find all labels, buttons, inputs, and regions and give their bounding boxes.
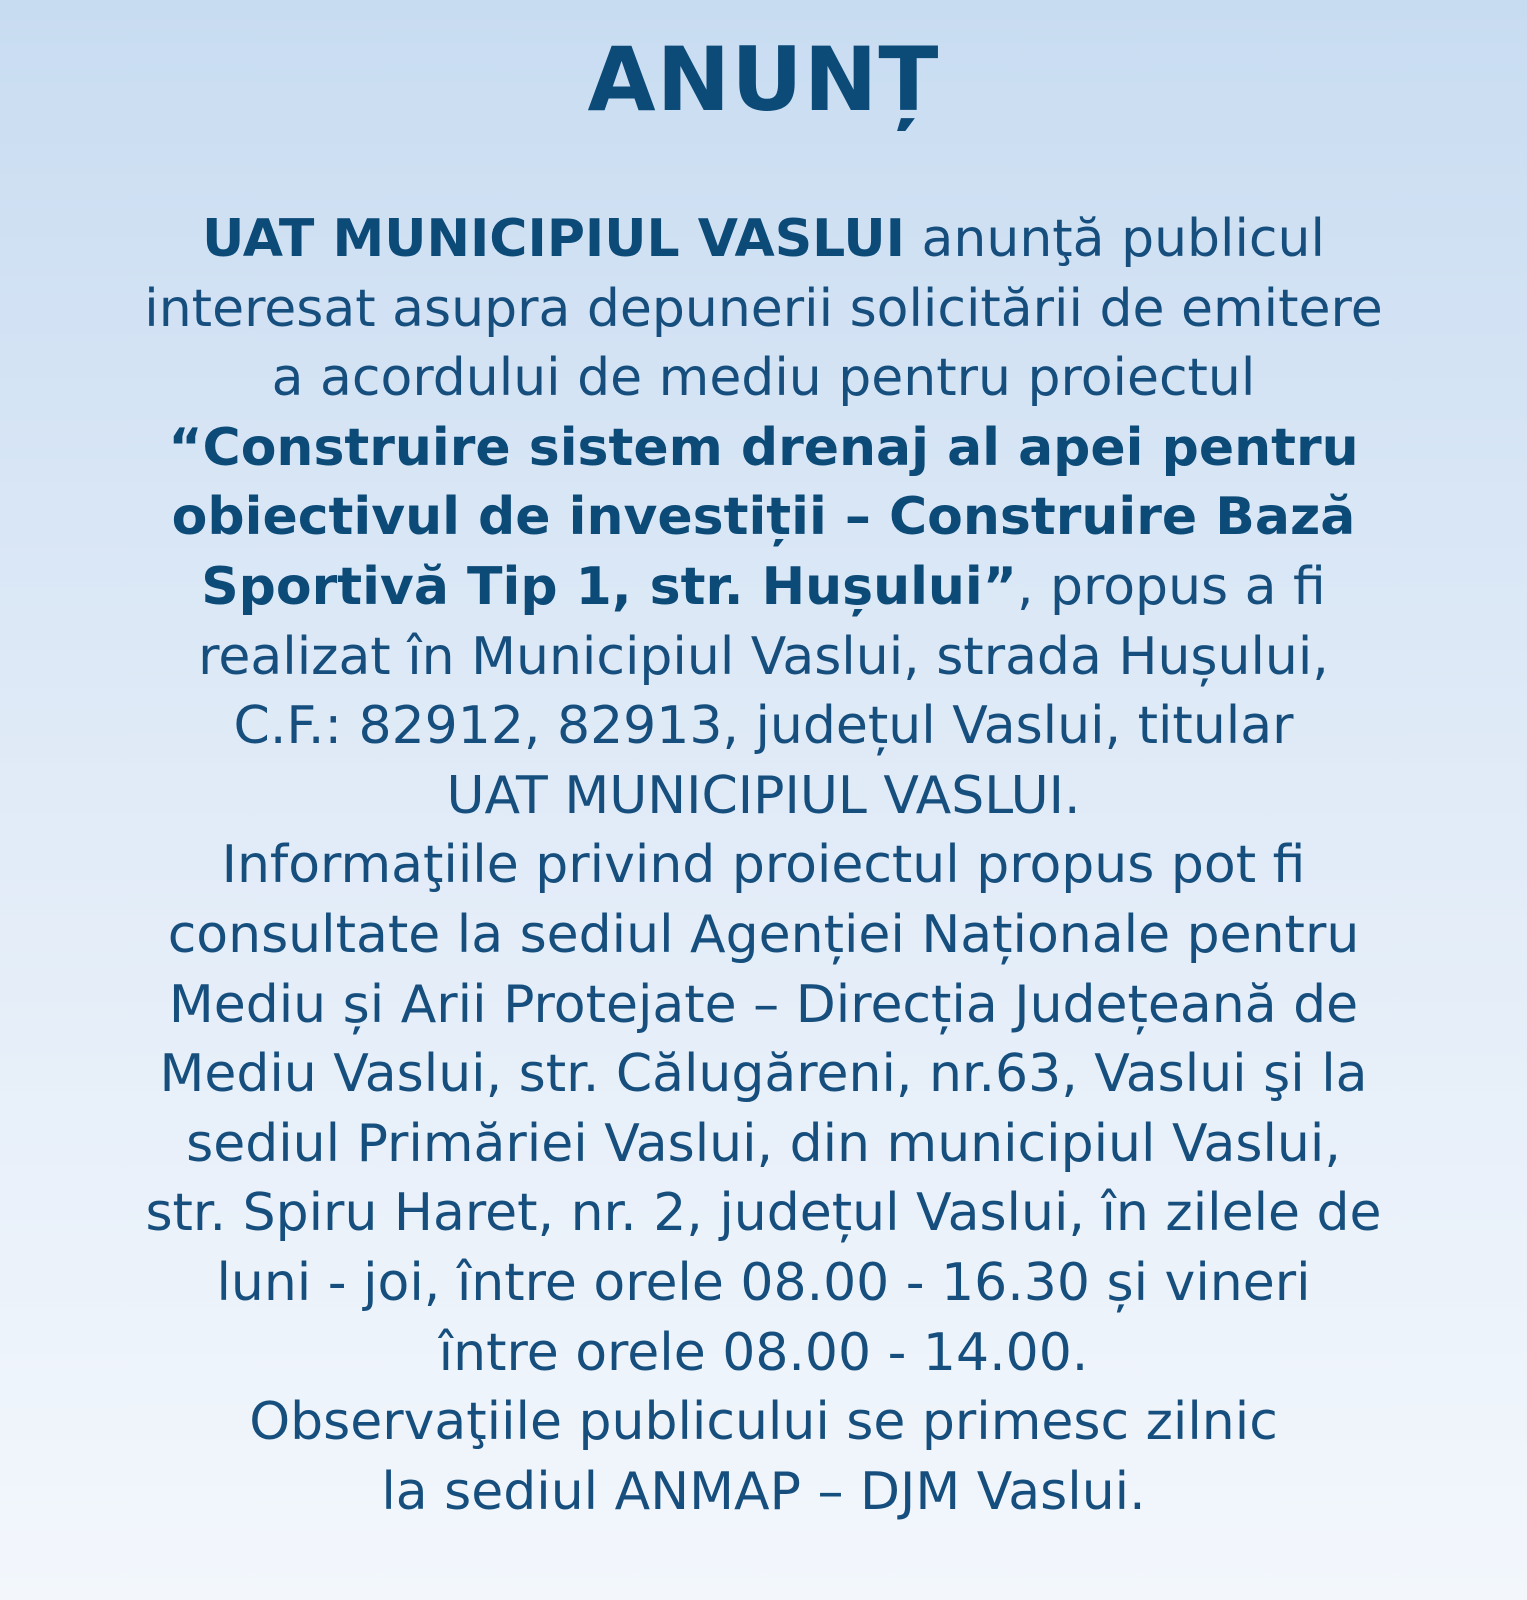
notice-title: ANUNȚ	[587, 28, 940, 131]
info-line-1: Informaţiile privind proiectul propus pot fi	[221, 835, 1306, 896]
body-line-1	[30, 205, 1497, 275]
body-line-7: realizat în Municipiul Vaslui, strada Hușului,	[198, 626, 1329, 687]
body-line-9: UAT MUNICIPIUL VASLUI.	[446, 765, 1081, 826]
body-line-6	[30, 553, 1497, 623]
observations-line-1: Observaţiile publicului se primesc zilnic	[249, 1392, 1278, 1453]
notice-body	[30, 205, 1497, 1527]
project-title-line-3: Sportivă Tip 1, str. Hușului”	[201, 556, 1017, 617]
issuer-name: UAT MUNICIPIUL VASLUI	[202, 209, 906, 269]
body-line-6-rest: , propus a fi	[1016, 556, 1326, 617]
project-title-line-1: “Construire sistem drenaj al apei pentru	[168, 417, 1359, 478]
body-line-1-rest: anunţă publicul	[905, 209, 1325, 269]
info-line-8: între orele 08.00 - 14.00.	[438, 1322, 1089, 1383]
project-title-line-2: obiectivul de investiții – Construire Bază	[171, 487, 1356, 548]
body-line-8: C.F.: 82912, 82913, județul Vaslui, titular	[233, 696, 1294, 757]
body-line-2: interesat asupra depunerii solicitării de emitere	[144, 278, 1383, 339]
info-line-2: consultate la sediul Agenției Naționale pentru	[167, 904, 1360, 965]
body-line-3: a acordului de mediu pentru proiectul	[271, 348, 1256, 409]
info-line-5: sediul Primăriei Vaslui, din municipiul Vaslui,	[186, 1113, 1341, 1174]
info-line-6: str. Spiru Haret, nr. 2, județul Vaslui, în zilele de	[145, 1183, 1382, 1244]
observations-line-2: la sediul ANMAP – DJM Vaslui.	[381, 1461, 1146, 1522]
info-line-3: Mediu și Arii Protejate – Direcția Județeană de	[168, 974, 1359, 1035]
info-line-4: Mediu Vaslui, str. Călugăreni, nr.63, Vaslui şi la	[159, 1044, 1368, 1105]
info-line-7: luni - joi, între orele 08.00 - 16.30 și vineri	[216, 1252, 1311, 1313]
